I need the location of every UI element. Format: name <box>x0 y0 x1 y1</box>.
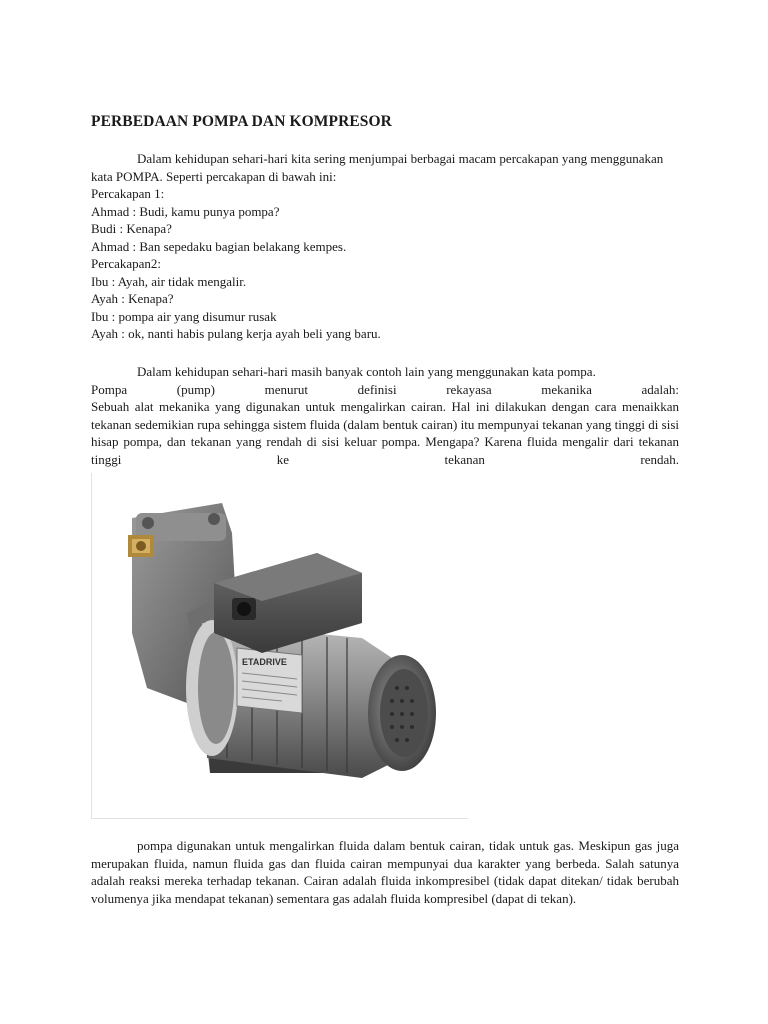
electric-pump-illustration <box>92 473 468 818</box>
nameplate-brand: ETADRIVE <box>242 657 287 667</box>
paragraph2-line1: Dalam kehidupan sehari-hari masih banyak contoh lain yang menggunakan kata pompa. <box>137 364 596 379</box>
intro-paragraph: Dalam kehidupan sehari-hari kita sering menjumpai berbagai macam percakapan yang menggunakan kata POMPA. Seperti percakapan di bawah ini: <box>91 151 664 184</box>
conversation1-line: Ahmad : Budi, kamu punya pompa? <box>91 203 280 219</box>
paragraph3: pompa digunakan untuk mengalirkan fluida dalam bentuk cairan, tidak untuk gas. Meskipun gas juga merupakan fluida, namun fluida gas dan fluida cairan mempunyai dua karakter yang berbeda. Salah satunya adalah reaksi mereka terhadap tekanan. Cairan adalah fluida inkompresibel (tidak dapat ditekan/ tidak berubah volumenya jika mendapat tekanan) sementara gas adalah fluida kompresibel (dapat di tekan). <box>91 838 679 906</box>
pump-photo <box>91 473 468 819</box>
conversation2-line: Ayah : ok, nanti habis pulang kerja ayah beli yang baru. <box>91 326 381 341</box>
conversation2-heading: Percakapan2: <box>91 256 162 271</box>
conversation1-line: Ahmad : Ban sepedaku bagian belakang kempes. <box>91 238 347 254</box>
conversation1-line: Budi : Kenapa? <box>91 221 172 236</box>
conversation1-heading: Percakapan 1: <box>91 186 165 201</box>
paragraph2-line2: Pompa (pump) menurut definisi rekayasa mekanika adalah: <box>91 381 679 397</box>
definition-section <box>91 363 679 468</box>
conversation2-line: Ayah : Kenapa? <box>91 291 174 306</box>
document-title: PERBEDAAN POMPA DAN KOMPRESOR <box>91 113 392 130</box>
conversation2-line: Ibu : pompa air yang disumur rusak <box>91 308 277 324</box>
paragraph2-body: Sebuah alat mekanika yang digunakan untuk mengalirkan cairan. Hal ini dilakukan dengan cara menaikkan tekanan sedemikian rupa sehingga sistem fluida (dalam bentuk cairan) itu mempunyai tekanan yang tinggi di sisi hisap pompa, dan tekanan yang rendah di sisi keluar pompa. Mengapa? Karena fluida mengalir dari tekanan tinggi ke tekanan rendah. <box>91 399 679 467</box>
conclusion-section <box>91 837 679 907</box>
intro-section <box>91 150 679 343</box>
conversation2-line: Ibu : Ayah, air tidak mengalir. <box>91 273 247 289</box>
